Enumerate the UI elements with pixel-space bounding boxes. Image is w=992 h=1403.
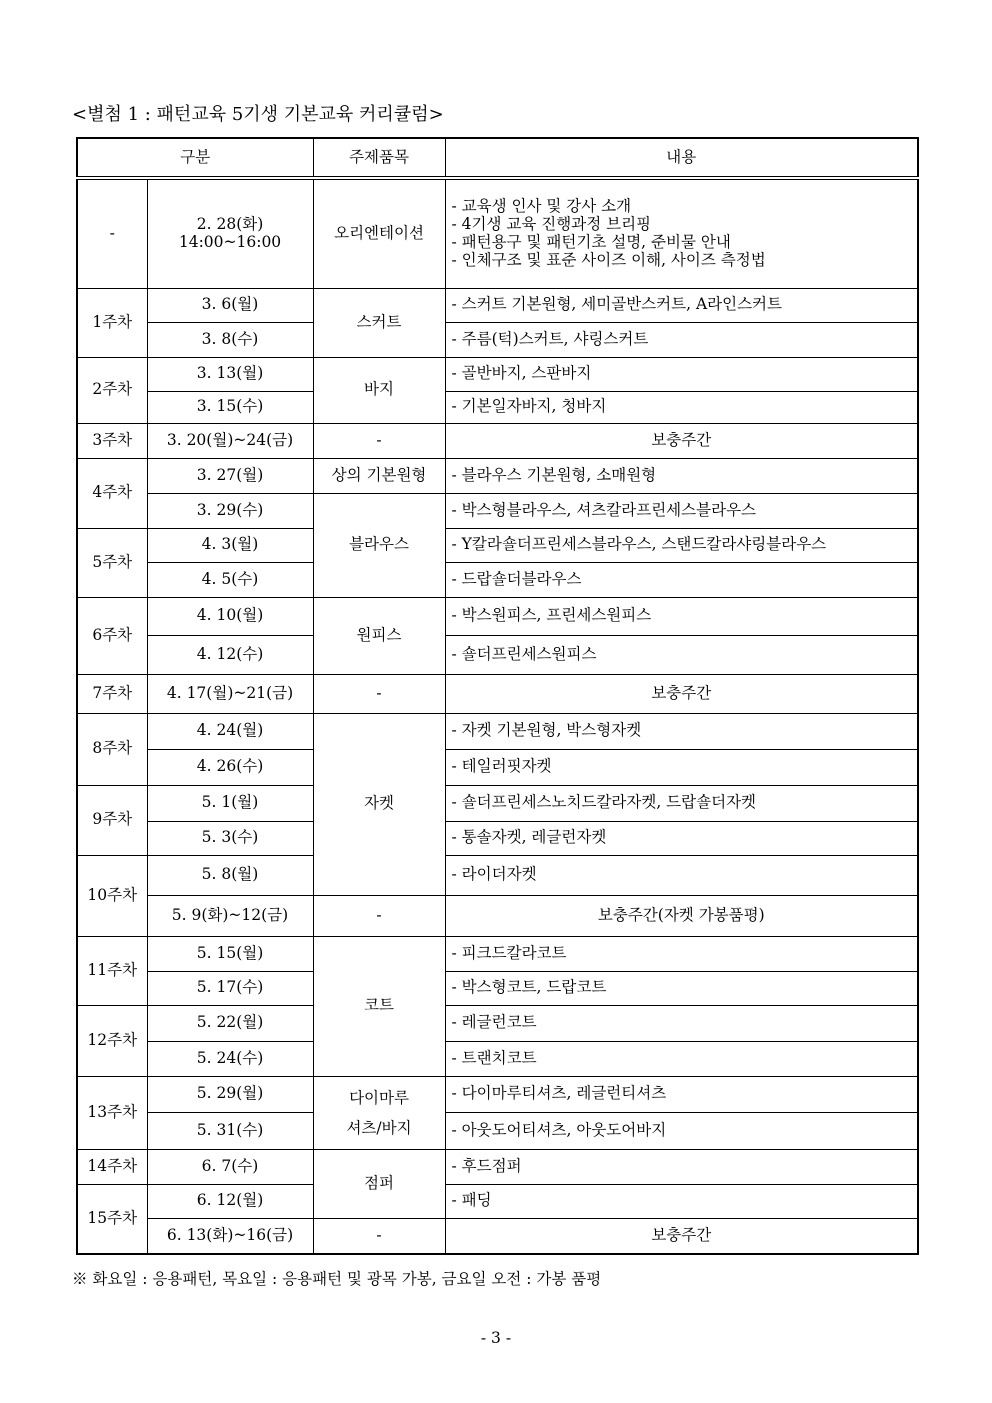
header-topic: 주제품목 [313,138,445,178]
date-cell: 4. 17(월)~21(금) [147,674,313,713]
date-cell: 3. 13(월) [147,357,313,391]
date-cell: 5. 17(수) [147,971,313,1005]
week-cell: 8주차 [77,713,147,785]
content-cell: - 다이마루티셔츠, 레글런티셔츠 [445,1076,918,1112]
date-cell: 6. 13(화)~16(금) [147,1218,313,1254]
table-row [77,895,918,936]
table-row [77,1149,918,1184]
date-cell: 4. 12(수) [147,635,313,674]
table-row [77,1112,918,1149]
topic-cell: 스커트 [313,288,445,357]
topic-cell: 점퍼 [313,1149,445,1218]
content-cell: - Y칼라숄더프린세스블라우스, 스탠드칼라샤링블라우스 [445,528,918,562]
content-cell [445,178,918,288]
topic-cell: 원피스 [313,597,445,674]
date-cell: 5. 8(월) [147,855,313,895]
date-cell: 5. 29(월) [147,1076,313,1112]
date-line: 2. 28(화) [196,214,264,233]
content-cell: - 기본일자바지, 청바지 [445,391,918,423]
topic-cell: - [313,423,445,458]
week-cell: 5주차 [77,528,147,597]
table-header-row [77,138,918,178]
table-row [77,971,918,1005]
week-cell: 13주차 [77,1076,147,1149]
table-row [77,713,918,749]
content-cell: - 주름(턱)스커트, 샤링스커트 [445,322,918,357]
date-cell: 5. 31(수) [147,1112,313,1149]
date-cell: 3. 6(월) [147,288,313,322]
table-row [77,1076,918,1112]
content-cell: 보충주간 [445,423,918,458]
week-cell: 3주차 [77,423,147,458]
topic-cell [313,1076,445,1149]
table-row [77,322,918,357]
page-number: - 3 - [480,1329,512,1347]
week-cell: 14주차 [77,1149,147,1184]
content-cell: - 트랜치코트 [445,1041,918,1076]
date-cell: 4. 24(월) [147,713,313,749]
content-cell: - 자켓 기본원형, 박스형자켓 [445,713,918,749]
table-row [77,936,918,971]
content-cell: - 스커트 기본원형, 세미골반스커트, A라인스커트 [445,288,918,322]
week-cell: 6주차 [77,597,147,674]
document-title: <별첨 1 : 패턴교육 5기생 기본교육 커리큘럼> [72,104,444,125]
topic-cell: 오리엔테이션 [313,178,445,288]
content-cell: - 통솔자켓, 레글런자켓 [445,821,918,855]
content-cell: 보충주간 [445,674,918,713]
content-cell: - 라이더자켓 [445,855,918,895]
topic-cell: 바지 [313,357,445,423]
date-cell: 3. 29(수) [147,493,313,528]
table-row [77,674,918,713]
week-cell: 1주차 [77,288,147,357]
date-cell: 4. 26(수) [147,749,313,785]
date-cell: 4. 3(월) [147,528,313,562]
week-cell: 12주차 [77,1005,147,1076]
content-cell: - 드랍숄더블라우스 [445,562,918,597]
date-cell: 6. 12(월) [147,1184,313,1218]
content-line: - 인체구조 및 표준 사이즈 이해, 사이즈 측정법 [451,250,766,269]
topic-cell: - [313,674,445,713]
content-cell: - 박스형블라우스, 셔츠칼라프린세스블라우스 [445,493,918,528]
week-cell: 7주차 [77,674,147,713]
content-cell: - 후드점퍼 [445,1149,918,1184]
date-cell: 3. 20(월)~24(금) [147,423,313,458]
header-content: 내용 [445,138,918,178]
table-row [77,562,918,597]
topic-line: 다이마루 [349,1088,409,1107]
week-cell: 9주차 [77,785,147,855]
content-cell: - 피크드칼라코트 [445,936,918,971]
table-row [77,821,918,855]
week-cell: - [77,178,147,288]
date-cell: 4. 5(수) [147,562,313,597]
week-cell: 10주차 [77,855,147,936]
curriculum-table [76,137,919,1255]
content-cell: - 블라우스 기본원형, 소매원형 [445,458,918,493]
topic-cell: 자켓 [313,713,445,895]
content-cell: 보충주간 [445,1218,918,1254]
table-row [77,855,918,895]
date-cell: 6. 7(수) [147,1149,313,1184]
date-cell: 5. 24(수) [147,1041,313,1076]
table-row [77,288,918,322]
topic-cell: 코트 [313,936,445,1076]
table-row [77,597,918,635]
date-cell: 3. 15(수) [147,391,313,423]
date-cell: 5. 1(월) [147,785,313,821]
topic-cell: - [313,1218,445,1254]
content-cell: - 아웃도어티셔츠, 아웃도어바지 [445,1112,918,1149]
week-cell: 15주차 [77,1184,147,1254]
week-cell: 4주차 [77,458,147,528]
date-cell: 3. 27(월) [147,458,313,493]
table-row [77,1005,918,1041]
table-row [77,1184,918,1218]
table-row [77,178,918,288]
content-cell: - 숄더프린세스노치드칼라자켓, 드랍숄더자켓 [445,785,918,821]
table-row [77,458,918,493]
content-cell: - 박스형코트, 드랍코트 [445,971,918,1005]
week-cell: 11주차 [77,936,147,1005]
content-line: - 교육생 인사 및 강사 소개 [451,197,632,216]
content-cell: - 숄더프린세스원피스 [445,635,918,674]
date-cell: 5. 3(수) [147,821,313,855]
table-row [77,749,918,785]
date-line: 14:00~16:00 [178,232,282,251]
date-cell [147,178,313,288]
table-row [77,1218,918,1254]
date-cell: 5. 9(화)~12(금) [147,895,313,936]
table-row [77,391,918,423]
topic-cell: 상의 기본원형 [313,458,445,493]
content-cell: - 골반바지, 스판바지 [445,357,918,391]
content-cell: - 테일러핏자켓 [445,749,918,785]
table-row [77,785,918,821]
table-row [77,635,918,674]
table-row [77,423,918,458]
topic-cell: - [313,895,445,936]
content-line: - 4기생 교육 진행과정 브리핑 [451,214,652,233]
date-cell: 5. 22(월) [147,1005,313,1041]
header-division: 구분 [77,138,313,178]
topic-cell: 블라우스 [313,493,445,597]
content-cell: - 패딩 [445,1184,918,1218]
content-cell: 보충주간(자켓 가봉품평) [445,895,918,936]
table-row [77,493,918,528]
date-cell: 4. 10(월) [147,597,313,635]
content-line: - 패턴용구 및 패턴기초 설명, 준비물 안내 [451,232,731,251]
content-cell: - 박스원피스, 프린세스원피스 [445,597,918,635]
content-cell: - 레글런코트 [445,1005,918,1041]
date-cell: 5. 15(월) [147,936,313,971]
footnote: ※ 화요일 : 응용패턴, 목요일 : 응용패턴 및 광목 가봉, 금요일 오전 : 가봉 품평 [72,1270,602,1288]
date-cell: 3. 8(수) [147,322,313,357]
week-cell: 2주차 [77,357,147,423]
table-row [77,528,918,562]
table-row [77,357,918,391]
topic-line: 셔츠/바지 [346,1118,412,1137]
table-row [77,1041,918,1076]
